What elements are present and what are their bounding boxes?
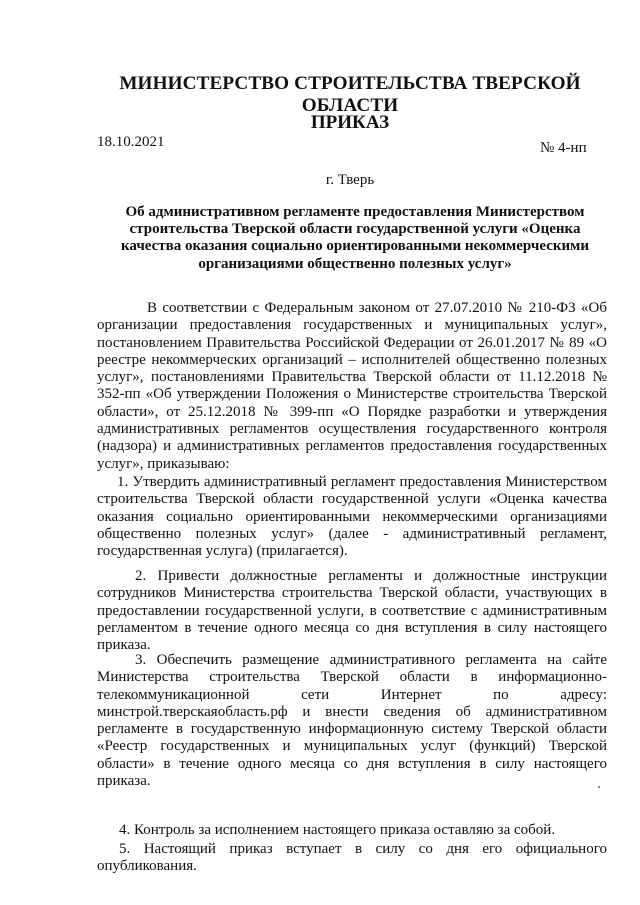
scan-speck [598, 786, 600, 788]
clause-2: 2. Привести должностные регламенты и должностные инструкции сотрудников Министерства строительства Тверской области, участвующих в предоставлении государственной услуги, в соответствие с административным регламентом в течение одного месяца со дня вступления в силу настоящего приказа. [97, 568, 607, 654]
order-number: № 4-нп [540, 140, 587, 156]
clause-1: 1. Утвердить административный регламент предоставления Министерством строительства Тверской области государственной услуги «Оценка качества оказания социально ориентированными некоммерческими организациями общественно полезных услуг» (далее - административный регламент, государственная услуга) (прилагается). [97, 474, 607, 560]
clause-3: 3. Обеспечить размещение административного регламента на сайте Министерства строительства Тверской области в информационно-телекоммуникационной сети Интернет по адресу: минстрой.тверскаяобласть.рф и внести сведения об административном регламенте в государственную информационную систему Тверской области «Реестр государственных и муниципальных услуг (функций) Тверской области» в течение одного месяца со дня вступления в силу настоящего приказа. [97, 652, 607, 790]
document-type-heading: ПРИКАЗ [310, 112, 390, 133]
preamble-paragraph: В соответствии с Федеральным законом от 27.07.2010 № 210-ФЗ «Об организации предоставления государственных и муниципальных услуг», постановлением Правительства Российской Федерации от 26.01.2017 № 89 «О реестре некоммерческих организаций – исполнителей общественно полезных услуг», постановлениями Правительства Тверской области от 11.12.2018 № 352-пп «Об утверждении Положения о Министерстве строительства Тверской области», от 25.12.2018 № 399-пп «О Порядке разработки и утверждения административных регламентов осуществления государственного контроля (надзора) и административных регламентов предоставления государственных услуг», приказываю: [97, 300, 607, 472]
clause-5: 5. Настоящий приказ вступает в силу со дня его официального опубликования. [97, 841, 607, 875]
order-date: 18.10.2021 [97, 134, 165, 150]
order-subject: Об административном регламенте предоставления Министерством строительства Тверской области государственной услуги «Оценка качества оказания социально ориентированными некоммерческими организациями общественно полезных услуг» [121, 204, 589, 272]
city-label: г. Тверь [325, 172, 375, 188]
clause-4: 4. Контроль за исполнением настоящего приказа оставляю за собой. [119, 822, 556, 838]
ministry-title: МИНИСТЕРСТВО СТРОИТЕЛЬСТВА ТВЕРСКОЙ ОБЛАСТИ [119, 73, 581, 116]
